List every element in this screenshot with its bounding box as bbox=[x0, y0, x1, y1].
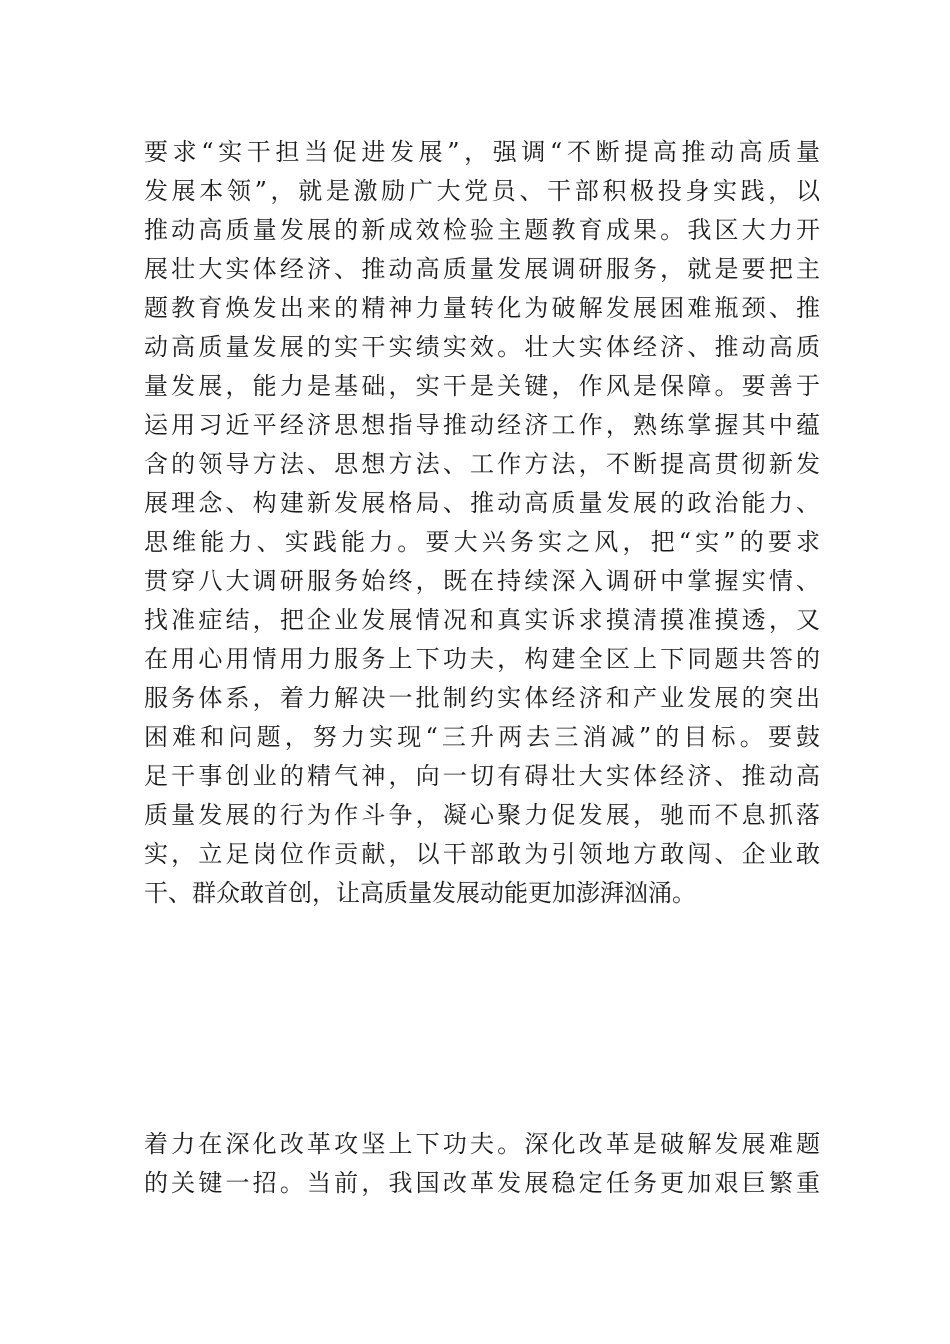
text-line: 发展本领”，就是激励广大党员、干部积极投身实践，以 bbox=[144, 177, 820, 205]
paragraph-2 bbox=[144, 1125, 820, 1203]
text-line: 服务体系，着力解决一批制约实体经济和产业发展的突出 bbox=[144, 684, 820, 712]
text-line: 的关键一招。当前，我国改革发展稳定任务更加艰巨繁重 bbox=[144, 1169, 820, 1197]
paragraph-1 bbox=[144, 133, 820, 913]
text-line: 展理念、构建新发展格局、推动高质量发展的政治能力、 bbox=[144, 489, 820, 517]
text-line: 推动高质量发展的新成效检验主题教育成果。我区大力开 bbox=[144, 216, 820, 244]
text-line: 质量发展的行为作斗争，凝心聚力促发展，驰而不息抓落 bbox=[144, 801, 820, 829]
text-line: 实，立足岗位作贡献，以干部敢为引领地方敢闯、企业敢 bbox=[144, 840, 820, 868]
text-line: 在用心用情用力服务上下功夫，构建全区上下同题共答的 bbox=[144, 645, 820, 673]
text-line: 足干事创业的精气神，向一切有碍壮大实体经济、推动高 bbox=[144, 762, 820, 790]
text-line: 思维能力、实践能力。要大兴务实之风，把“实”的要求 bbox=[144, 528, 820, 556]
text-line: 含的领导方法、思想方法、工作方法，不断提高贯彻新发 bbox=[144, 450, 820, 478]
text-line: 着力在深化改革攻坚上下功夫。深化改革是破解发展难题 bbox=[144, 1130, 820, 1158]
text-line: 展壮大实体经济、推动高质量发展调研服务，就是要把主 bbox=[144, 255, 820, 283]
text-line: 题教育焕发出来的精神力量转化为破解发展困难瓶颈、推 bbox=[144, 294, 820, 322]
text-line: 量发展，能力是基础，实干是关键，作风是保障。要善于 bbox=[144, 372, 820, 400]
text-line: 困难和问题，努力实现“三升两去三消减”的目标。要鼓 bbox=[144, 723, 820, 751]
text-line: 要求“实干担当促进发展”，强调“不断提高推动高质量 bbox=[144, 138, 820, 166]
text-line: 动高质量发展的实干实绩实效。壮大实体经济、推动高质 bbox=[144, 333, 820, 361]
text-line: 贯穿八大调研服务始终，既在持续深入调研中掌握实情、 bbox=[144, 567, 820, 595]
text-line: 运用习近平经济思想指导推动经济工作，熟练掌握其中蕴 bbox=[144, 411, 820, 439]
text-line: 找准症结，把企业发展情况和真实诉求摸清摸准摸透，又 bbox=[144, 606, 820, 634]
text-line: 干、群众敢首创，让高质量发展动能更加澎湃汹涌。 bbox=[144, 879, 696, 907]
